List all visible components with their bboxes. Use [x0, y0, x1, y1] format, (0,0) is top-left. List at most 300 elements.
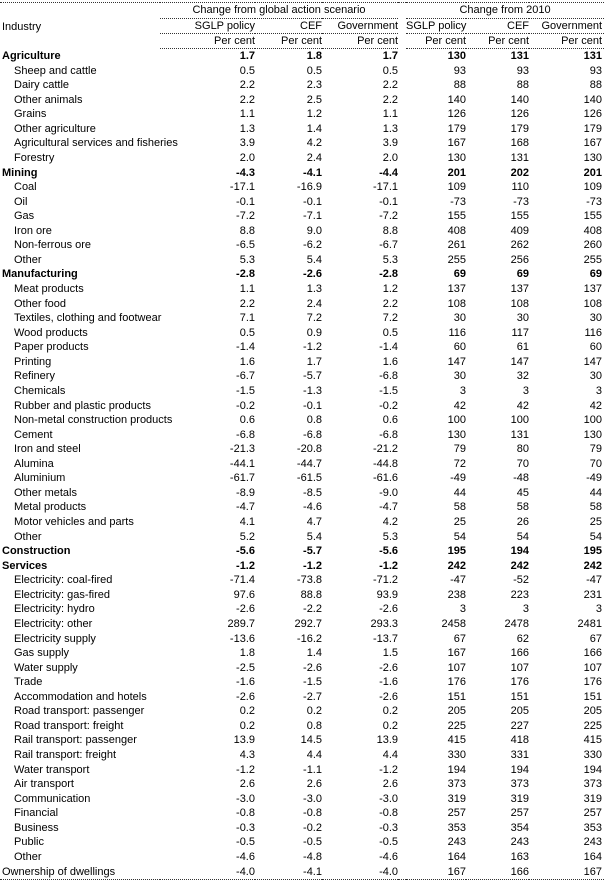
- column-gap: [398, 428, 406, 443]
- value-cell: 163: [510, 850, 530, 863]
- value-cell: -1.5: [236, 384, 255, 397]
- industry-label: Public: [14, 836, 44, 849]
- value-cell: 205: [583, 705, 603, 718]
- value-cell: -5.6: [379, 545, 399, 558]
- industry-label: Coal: [14, 181, 37, 194]
- value-cell: -0.1: [303, 195, 322, 208]
- value-cell: 4.7: [306, 516, 322, 528]
- value-cell: -4.1: [303, 865, 322, 878]
- value-cell: -6.8: [379, 370, 399, 383]
- value-cell: 30: [589, 370, 603, 383]
- unit-row: [0, 34, 604, 49]
- value-cell: 0.8: [306, 414, 322, 427]
- value-cell: -21.3: [229, 443, 255, 456]
- column-gap: [398, 573, 406, 588]
- column-gap: [398, 297, 406, 312]
- column-gap: [398, 559, 406, 574]
- value-cell: 176: [447, 676, 467, 689]
- value-cell: 3.9: [239, 137, 255, 150]
- value-cell: -9.0: [379, 486, 399, 499]
- value-cell: 242: [510, 559, 530, 572]
- table-row: [0, 704, 604, 719]
- table-row: [0, 457, 604, 472]
- value-cell: 88.8: [300, 588, 322, 601]
- value-cell: 7.1: [239, 312, 255, 325]
- table-row: [0, 719, 604, 734]
- value-cell: -4.8: [303, 850, 322, 863]
- value-cell: 116: [448, 326, 467, 339]
- column-gap: [398, 704, 406, 719]
- column-gap: [398, 64, 406, 79]
- value-cell: -2.6: [303, 268, 322, 281]
- table-row: [0, 748, 604, 763]
- value-cell: 42: [589, 399, 603, 412]
- value-cell: 418: [510, 734, 530, 747]
- value-cell: -16.9: [296, 181, 322, 194]
- column-gap: [398, 792, 406, 807]
- value-cell: 1.3: [306, 283, 322, 295]
- table-row: [0, 544, 604, 559]
- table-row: [0, 835, 604, 850]
- value-cell: 8.8: [382, 224, 399, 237]
- value-cell: 117: [511, 326, 530, 339]
- value-cell: 1.1: [239, 283, 255, 295]
- value-cell: 100: [447, 414, 467, 427]
- industry-table: [0, 2, 604, 880]
- value-cell: 242: [583, 559, 603, 572]
- value-cell: 131: [583, 50, 603, 62]
- value-cell: 4.1: [239, 516, 255, 528]
- value-cell: 1.7: [306, 355, 322, 368]
- value-cell: -2.6: [379, 603, 399, 616]
- table-row: [0, 442, 604, 457]
- value-cell: -1.5: [303, 676, 322, 689]
- table-row: [0, 136, 604, 151]
- value-cell: -2.6: [236, 690, 255, 703]
- value-cell: -1.2: [303, 559, 322, 572]
- value-cell: 2.6: [239, 778, 255, 791]
- value-cell: 97.6: [233, 588, 255, 601]
- value-cell: 1.5: [382, 647, 399, 660]
- column-gap: [398, 399, 406, 414]
- value-cell: 225: [583, 719, 603, 732]
- value-cell: 176: [510, 676, 530, 689]
- value-cell: -0.2: [236, 399, 255, 412]
- table-row: [0, 792, 604, 807]
- value-cell: 354: [510, 821, 530, 834]
- industry-label: Rail transport: passenger: [14, 734, 137, 747]
- value-cell: 9.0: [306, 224, 322, 237]
- value-cell: 26: [516, 516, 530, 528]
- value-cell: 2.2: [382, 93, 399, 106]
- value-cell: 2.2: [239, 297, 255, 310]
- column-gap: [398, 777, 406, 792]
- value-cell: 44: [453, 486, 467, 499]
- value-cell: 0.9: [306, 326, 322, 339]
- value-cell: 319: [447, 792, 467, 805]
- column-gap: [398, 602, 406, 617]
- value-cell: 137: [447, 283, 467, 295]
- value-cell: 1.3: [239, 122, 255, 135]
- value-cell: 243: [447, 836, 467, 849]
- value-cell: 257: [583, 807, 603, 820]
- value-cell: -2.6: [379, 661, 399, 674]
- table-row: [0, 588, 604, 603]
- industry-label: Rubber and plastic products: [14, 399, 151, 412]
- value-cell: 319: [583, 792, 603, 805]
- value-cell: 130: [583, 151, 603, 164]
- value-cell: -73.8: [296, 574, 322, 587]
- value-cell: -4.6: [236, 850, 255, 863]
- value-cell: 1.4: [306, 122, 322, 135]
- value-cell: 60: [589, 341, 603, 354]
- value-cell: -5.7: [303, 370, 322, 383]
- value-cell: 3: [595, 603, 603, 616]
- value-cell: 93: [453, 64, 467, 77]
- value-cell: -5.7: [303, 545, 322, 558]
- industry-label: Road transport: freight: [14, 719, 124, 732]
- table-row: [0, 500, 604, 515]
- value-cell: 5.2: [239, 530, 255, 543]
- column-gap: [398, 209, 406, 224]
- table-row: [0, 238, 604, 253]
- value-cell: 109: [583, 181, 603, 194]
- value-cell: -44.7: [296, 457, 322, 470]
- value-cell: -2.8: [379, 268, 399, 281]
- table-row: [0, 850, 604, 865]
- value-cell: 130: [447, 50, 467, 62]
- value-cell: 164: [447, 850, 467, 863]
- value-cell: -3.0: [379, 792, 399, 805]
- value-cell: 319: [510, 792, 530, 805]
- value-cell: -3.0: [236, 792, 255, 805]
- value-cell: -4.0: [379, 865, 399, 878]
- value-cell: 126: [510, 108, 530, 121]
- value-cell: -2.5: [236, 661, 255, 674]
- value-cell: 109: [447, 181, 467, 194]
- value-cell: 100: [583, 414, 603, 427]
- value-cell: 54: [453, 530, 467, 543]
- column-gap: [398, 661, 406, 676]
- column-gap: [398, 180, 406, 195]
- value-cell: -4.6: [303, 501, 322, 514]
- value-cell: 108: [583, 297, 603, 310]
- value-cell: -7.1: [303, 210, 322, 223]
- table-row: [0, 282, 604, 297]
- industry-label: Other: [14, 253, 42, 266]
- value-cell: 54: [589, 530, 603, 543]
- value-cell: 5.3: [382, 530, 399, 543]
- value-cell: 179: [583, 122, 603, 135]
- column-gap: [398, 93, 406, 108]
- value-cell: 166: [510, 647, 530, 660]
- value-cell: 4.3: [239, 749, 255, 761]
- value-cell: 54: [516, 530, 530, 543]
- value-cell: -2.2: [303, 603, 322, 616]
- column-gap: [398, 442, 406, 457]
- table-row: [0, 151, 604, 166]
- value-cell: 257: [510, 807, 530, 820]
- value-cell: 0.5: [382, 326, 399, 339]
- value-cell: 5.4: [306, 530, 322, 543]
- industry-label: Alumina: [14, 457, 54, 470]
- industry-label: Financial: [14, 807, 59, 820]
- table-row: [0, 733, 604, 748]
- value-cell: 137: [583, 283, 603, 295]
- column-gap: [398, 632, 406, 647]
- value-cell: 30: [453, 312, 467, 325]
- value-cell: 7.2: [382, 312, 399, 325]
- value-cell: -8.5: [303, 486, 322, 499]
- value-cell: -6.2: [303, 239, 322, 252]
- value-cell: -0.3: [379, 821, 399, 834]
- value-cell: 61: [516, 341, 530, 354]
- value-cell: 201: [583, 166, 603, 179]
- value-cell: 13.9: [376, 734, 399, 747]
- table-row: [0, 486, 604, 501]
- table-row: [0, 806, 604, 821]
- value-cell: 93: [589, 64, 603, 77]
- value-cell: 330: [447, 749, 467, 761]
- col-header-sglp-2: SGLP policy: [406, 20, 467, 32]
- value-cell: 262: [510, 239, 530, 252]
- industry-label: Construction: [2, 545, 71, 558]
- value-cell: -44.8: [372, 457, 399, 470]
- value-cell: 261: [447, 239, 467, 252]
- value-cell: 242: [447, 559, 467, 572]
- value-cell: 67: [589, 632, 603, 645]
- value-cell: 205: [510, 705, 530, 718]
- value-cell: 42: [453, 399, 467, 412]
- value-cell: 4.2: [382, 516, 399, 528]
- unit-label: Per cent: [529, 34, 604, 49]
- industry-label: Metal products: [14, 501, 87, 514]
- value-cell: 4.4: [382, 749, 399, 761]
- value-cell: 67: [453, 632, 467, 645]
- industry-label: Textiles, clothing and footwear: [14, 312, 162, 325]
- value-cell: 30: [589, 312, 603, 325]
- industry-label: Sheep and cattle: [14, 64, 97, 77]
- table-body: [0, 49, 604, 880]
- industry-label: Agriculture: [2, 50, 61, 62]
- value-cell: 415: [447, 734, 467, 747]
- value-cell: -2.8: [236, 268, 255, 281]
- value-cell: 1.2: [382, 283, 399, 295]
- industry-label: Services: [2, 559, 48, 572]
- value-cell: -7.2: [236, 210, 255, 223]
- value-cell: 255: [447, 253, 467, 266]
- value-cell: -73: [513, 195, 530, 208]
- value-cell: 167: [583, 865, 603, 878]
- column-gap: [398, 151, 406, 166]
- column-gap: [398, 253, 406, 268]
- column-header-row: [0, 19, 604, 34]
- table-row: [0, 763, 604, 778]
- column-gap: [398, 646, 406, 661]
- value-cell: -2.6: [236, 603, 255, 616]
- value-cell: 373: [583, 778, 603, 791]
- industry-label: Electricity: hydro: [14, 603, 95, 616]
- value-cell: -21.2: [372, 443, 399, 456]
- column-gap: [398, 500, 406, 515]
- value-cell: 1.3: [382, 122, 399, 135]
- value-cell: 140: [510, 93, 530, 106]
- value-cell: 2.2: [382, 79, 399, 92]
- value-cell: 195: [583, 545, 603, 558]
- industry-label: Rail transport: freight: [14, 749, 117, 761]
- industry-label: Road transport: passenger: [14, 705, 145, 718]
- value-cell: 289.7: [227, 617, 255, 630]
- value-cell: -47: [586, 574, 603, 587]
- value-cell: 30: [516, 312, 530, 325]
- column-gap: [398, 806, 406, 821]
- unit-label: Per cent: [466, 34, 529, 49]
- value-cell: 194: [447, 763, 467, 776]
- unit-label: Per cent: [255, 34, 322, 49]
- column-gap: [398, 238, 406, 253]
- value-cell: 2.6: [382, 778, 399, 791]
- value-cell: -61.5: [296, 472, 322, 485]
- industry-label: Electricity: other: [14, 617, 93, 630]
- value-cell: -0.5: [236, 836, 255, 849]
- column-gap: [398, 457, 406, 472]
- table-row: [0, 865, 604, 880]
- value-cell: 25: [589, 516, 603, 528]
- value-cell: -1.4: [379, 341, 399, 354]
- value-cell: 45: [516, 486, 530, 499]
- group-header-global-action: Change from global action scenario: [160, 3, 398, 19]
- table-row: [0, 632, 604, 647]
- value-cell: -2.6: [303, 661, 322, 674]
- value-cell: 13.9: [233, 734, 255, 747]
- value-cell: 131: [510, 428, 530, 441]
- column-gap: [398, 530, 406, 545]
- table-row: [0, 690, 604, 705]
- value-cell: -2.6: [379, 690, 399, 703]
- industry-label: Printing: [14, 355, 52, 368]
- col-header-sglp-1: SGLP policy: [160, 19, 255, 34]
- value-cell: -0.8: [236, 807, 255, 820]
- value-cell: 2.4: [306, 297, 322, 310]
- industry-label: Cement: [14, 428, 53, 441]
- industry-label: Non-metal construction products: [14, 414, 173, 427]
- value-cell: -0.2: [379, 399, 399, 412]
- value-cell: 227: [510, 719, 530, 732]
- industry-label: Refinery: [14, 370, 55, 383]
- value-cell: 7.2: [306, 312, 322, 325]
- value-cell: 25: [453, 516, 467, 528]
- value-cell: 32: [516, 370, 530, 383]
- industry-label: Paper products: [14, 341, 89, 354]
- value-cell: 1.8: [306, 50, 322, 62]
- value-cell: 4.2: [306, 137, 322, 150]
- table-row: [0, 661, 604, 676]
- value-cell: 0.2: [306, 705, 322, 718]
- value-cell: 2.2: [239, 93, 255, 106]
- value-cell: -49: [586, 472, 603, 485]
- industry-label: Other animals: [14, 93, 83, 106]
- value-cell: -44.1: [229, 457, 255, 470]
- value-cell: 167: [583, 137, 603, 150]
- value-cell: 131: [510, 151, 530, 164]
- table-row: [0, 646, 604, 661]
- value-cell: -4.6: [379, 850, 399, 863]
- industry-label: Dairy cattle: [14, 79, 70, 92]
- table-row: [0, 413, 604, 428]
- column-gap: [398, 617, 406, 632]
- column-gap: [398, 835, 406, 850]
- value-cell: -0.5: [379, 836, 399, 849]
- value-cell: 79: [589, 443, 603, 456]
- table-row: [0, 64, 604, 79]
- column-gap: [398, 471, 406, 486]
- value-cell: 5.3: [239, 253, 255, 266]
- industry-label: Air transport: [14, 778, 74, 791]
- value-cell: 3: [459, 384, 467, 397]
- unit-label: Per cent: [160, 34, 255, 49]
- column-gap: [398, 544, 406, 559]
- value-cell: -0.3: [236, 821, 255, 834]
- value-cell: -5.6: [236, 545, 255, 558]
- industry-label: Electricity supply: [14, 632, 96, 645]
- value-cell: 70: [589, 457, 603, 470]
- value-cell: 155: [447, 210, 467, 223]
- value-cell: 1.6: [239, 355, 255, 368]
- value-cell: -61.6: [372, 472, 399, 485]
- column-gap: [398, 34, 406, 49]
- industry-label: Other food: [14, 297, 66, 310]
- value-cell: -1.2: [236, 559, 255, 572]
- value-cell: 168: [510, 137, 530, 150]
- value-cell: -0.2: [303, 821, 322, 834]
- value-cell: 69: [516, 268, 530, 281]
- column-gap: [398, 166, 406, 181]
- value-cell: -1.2: [236, 763, 255, 776]
- industry-label: Ownership of dwellings: [2, 865, 116, 878]
- value-cell: -4.4: [379, 166, 399, 179]
- value-cell: -4.7: [379, 501, 399, 514]
- value-cell: -73: [450, 195, 467, 208]
- group-header-row: [0, 3, 604, 19]
- industry-label: Manufacturing: [2, 268, 78, 281]
- table-row: [0, 530, 604, 545]
- value-cell: 107: [447, 661, 467, 674]
- column-gap: [398, 821, 406, 836]
- column-gap: [398, 355, 406, 370]
- value-cell: -71.4: [229, 574, 255, 587]
- unit-label: Per cent: [322, 34, 398, 49]
- table-row: [0, 297, 604, 312]
- value-cell: -2.7: [303, 690, 322, 703]
- value-cell: 137: [510, 283, 530, 295]
- table-row: [0, 78, 604, 93]
- value-cell: 58: [589, 501, 603, 514]
- value-cell: -20.8: [296, 443, 322, 456]
- industry-label: Grains: [14, 108, 47, 121]
- value-cell: -17.1: [229, 181, 255, 194]
- value-cell: 100: [510, 414, 530, 427]
- value-cell: 0.2: [382, 705, 399, 718]
- table-row: [0, 573, 604, 588]
- col-header-cef-1: CEF: [255, 19, 322, 34]
- value-cell: -1.6: [379, 676, 399, 689]
- value-cell: 79: [453, 443, 467, 456]
- value-cell: 2458: [441, 617, 467, 630]
- value-cell: 2.5: [306, 93, 322, 106]
- value-cell: 2481: [577, 617, 603, 630]
- value-cell: -49: [450, 472, 467, 485]
- value-cell: 8.8: [239, 224, 255, 237]
